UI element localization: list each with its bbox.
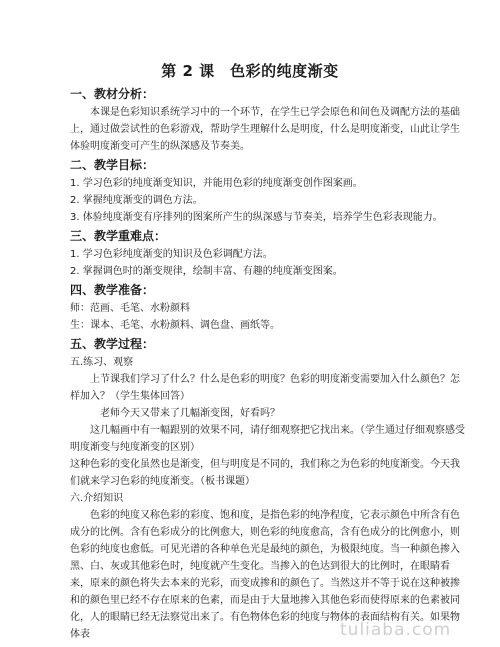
list-item: 生：课本、毛笔、水粉颜料、调色盘、画纸等。	[70, 320, 280, 331]
list-item: 2. 掌握调色时的渐变规律，绘制丰富、有趣的纯度渐变图案。	[70, 266, 343, 277]
paragraph: 色彩的纯度又称色彩的彩度、饱和度，是指色彩的纯净程度，它表示颜色中所含有色成分的比例。含有色彩成分的比例愈大，则色彩的纯度愈高，含有色成分的比例愈小，则色彩的纯度也愈低。可见光谱的各种单色光是最纯的颜色，为极限纯度。当一种颜色掺入黑、白、灰或其他彩色时，纯度就产生变化。当掺入的色达到很大的比例时，在眼睛看来，原来的颜色将失去本来的光彩，而变成掺和的颜色了。当然这并不等于说在这种被掺和的颜色里已经不存在原来的色素，而是由于大量地掺入其他色彩而使得原来的色素被同化，人的眼睛已经无法察觉出来了。有色物体色彩的纯度与物体的表面结构有关。如果物体表	[70, 510, 460, 640]
paragraph: 本课是色彩知识系统学习中的一个环节，在学生已学会原色和间色及调配方法的基础上，通过做尝试性的色彩游戏，帮助学生理解什么是明度，什么是明度渐变，山此让学生体验明度渐变可产生的纵深感及节奏美。	[70, 107, 460, 152]
paragraph: 这几幅画中有一幅跟别的效果不同，请仔细观察把它找出来。（学生通过仔细观察感受明度渐变与纯度渐变的区别）	[70, 425, 465, 453]
list-item: 1. 学习色彩的纯度渐变知识，并能用色彩的纯度渐变创作图案画。	[70, 178, 363, 189]
watermark: tuliaba.com	[340, 620, 452, 640]
list-item: 3. 体验纯度渐变有序排列的图案所产生的纵深感与节奏美，培养学生色彩表现能力。	[70, 212, 443, 223]
paragraph: 这种色彩的变化虽然也是渐变，但与明度是不同的，我们称之为色彩的纯度渐变。今天我们就来学习色彩的纯度渐变。（板书课题）	[70, 459, 460, 487]
section-heading-preparation: 四、教学准备：	[70, 283, 155, 297]
paragraph: 上节课我们学习了什么？什么是色彩的明度？色彩的明度渐变需要加入什么颜色？怎样加入？（学生集体回答）	[70, 374, 460, 402]
paragraph: 老师今天又带来了几幅渐变图，好看吗？	[100, 408, 280, 419]
document-body	[70, 84, 465, 643]
section-heading-key-points: 三、教学重难点：	[70, 229, 167, 243]
section-heading-process: 五、教学过程：	[70, 337, 155, 351]
subsection-label: 六.介绍知识	[70, 493, 124, 504]
section-heading-analysis: 一、教材分析：	[70, 87, 155, 101]
section-heading-goals: 二、教学目标：	[70, 158, 155, 172]
list-item: 1. 学习色彩纯度渐变的知识及色彩调配方法。	[70, 249, 273, 260]
page-title: 第 2 课 色彩的纯度渐变	[161, 62, 339, 80]
subsection-label: 五.练习、观察	[70, 357, 134, 368]
list-item: 2. 掌握纯度渐变的调色方法。	[70, 195, 203, 206]
list-item: 师：范画、毛笔、水粉颜料	[70, 303, 190, 314]
